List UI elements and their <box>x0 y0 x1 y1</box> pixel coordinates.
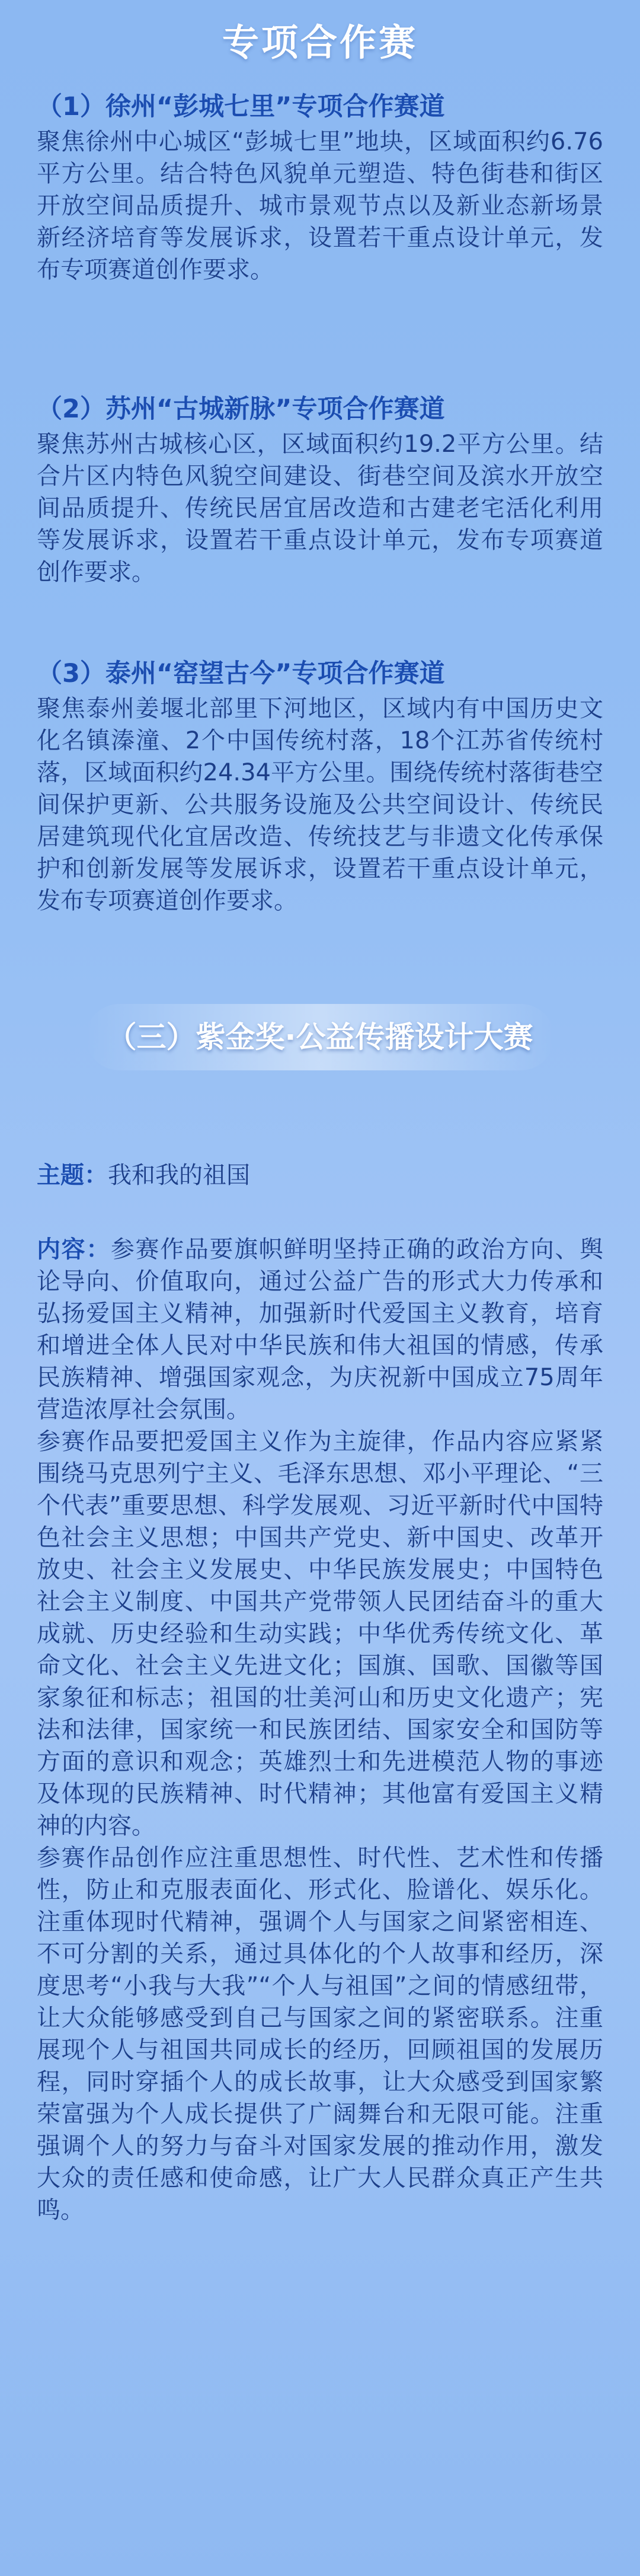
content-paragraph <box>37 1233 603 1426</box>
theme-row <box>37 1159 603 1191</box>
content-label: 内容： <box>37 1236 111 1263</box>
track-description: 聚焦泰州姜堰北部里下河地区，区域内有中国历史文化名镇溱潼、2个中国传统村落，18个江苏省传统村落，区域面积约24.34平方公里。围绕传统村落街巷空间保护更新、公共服务设施及公共空间设计、传统民居建筑现代化宜居改造、传统技艺与非遗文化传承保护和创新发展等发展诉求，设置若干重点设计单元，发布专项赛道创作要求。 <box>37 695 603 914</box>
theme-label: 主题： <box>37 1162 108 1189</box>
section-banner: （三）紫金奖·公益传播设计大赛 <box>86 1004 554 1070</box>
track-taizhou <box>37 657 603 917</box>
content-paragraph: 参赛作品要把爱国主义作为主旋律，作品内容应紧紧围绕马克思列宁主义、毛泽东思想、邓小平理论、“三个代表”重要思想、科学发展观、习近平新时代中国特色社会主义思想；中国共产党史、新中国史、改革开放史、社会主义发展史、中华民族发展史；中国特色社会主义制度、中国共产党带领人民团结奋斗的重大成就、历史经验和生动实践；中华优秀传统文化、革命文化、社会主义先进文化；国旗、国歌、国徽等国家象征和标志；祖国的壮美河山和历史文化遗产；宪法和法律，国家统一和民族团结、国家安全和国防等方面的意识和观念；英雄烈士和先进模范人物的事迹及体现的民族精神、时代精神；其他富有爱国主义精神的内容。 <box>37 1428 603 1839</box>
content-block <box>37 1233 603 2226</box>
page-title: 专项合作赛 <box>222 21 418 64</box>
track-xuzhou <box>37 90 603 286</box>
track-title: （3）泰州“窑望古今”专项合作赛道 <box>37 659 445 688</box>
track-description: 聚焦徐州中心城区“彭城七里”地块，区域面积约6.76平方公里。结合特色风貌单元塑造、特色街巷和街区开放空间品质提升、城市景观节点以及新业态新场景新经济培育等发展诉求，设置若干重点设计单元，发布专项赛道创作要求。 <box>37 128 603 283</box>
track-title: （2）苏州“古城新脉”专项合作赛道 <box>37 394 445 424</box>
content-paragraph-text: 参赛作品要旗帜鲜明坚持正确的政治方向、舆论导向、价值取向，通过公益广告的形式大力传承和弘扬爱国主义精神，加强新时代爱国主义教育，培育和增进全体人民对中华民族和伟大祖国的情感，传承民族精神、增强国家观念，为庆祝新中国成立75周年营造浓厚社会氛围。 <box>37 1236 604 1423</box>
content-paragraph: 参赛作品创作应注重思想性、时代性、艺术性和传播性，防止和克服表面化、形式化、脸谱化、娱乐化。注重体现时代精神，强调个人与国家之间紧密相连、不可分割的关系，通过具体化的个人故事和经历，深度思考“小我与大我”“个人与祖国”之间的情感纽带，让大众能够感受到自己与国家之间的紧密联系。注重展现个人与祖国共同成长的经历，回顾祖国的发展历程，同时穿插个人的成长故事，让大众感受到国家繁荣富强为个人成长提供了广阔舞台和无限可能。注重强调个人的努力与奋斗对国家发展的推动作用，激发大众的责任感和使命感，让广大人民群众真正产生共鸣。 <box>37 1844 603 2224</box>
theme-value: 我和我的祖国 <box>108 1162 250 1189</box>
track-description: 聚焦苏州古城核心区，区域面积约19.2平方公里。结合片区内特色风貌空间建设、街巷空间及滨水开放空间品质提升、传统民居宜居改造和古建老宅活化利用等发展诉求，设置若干重点设计单元，发布专项赛道创作要求。 <box>37 431 603 586</box>
track-suzhou <box>37 393 603 588</box>
track-title: （1）徐州“彭城七里”专项合作赛道 <box>37 92 445 122</box>
